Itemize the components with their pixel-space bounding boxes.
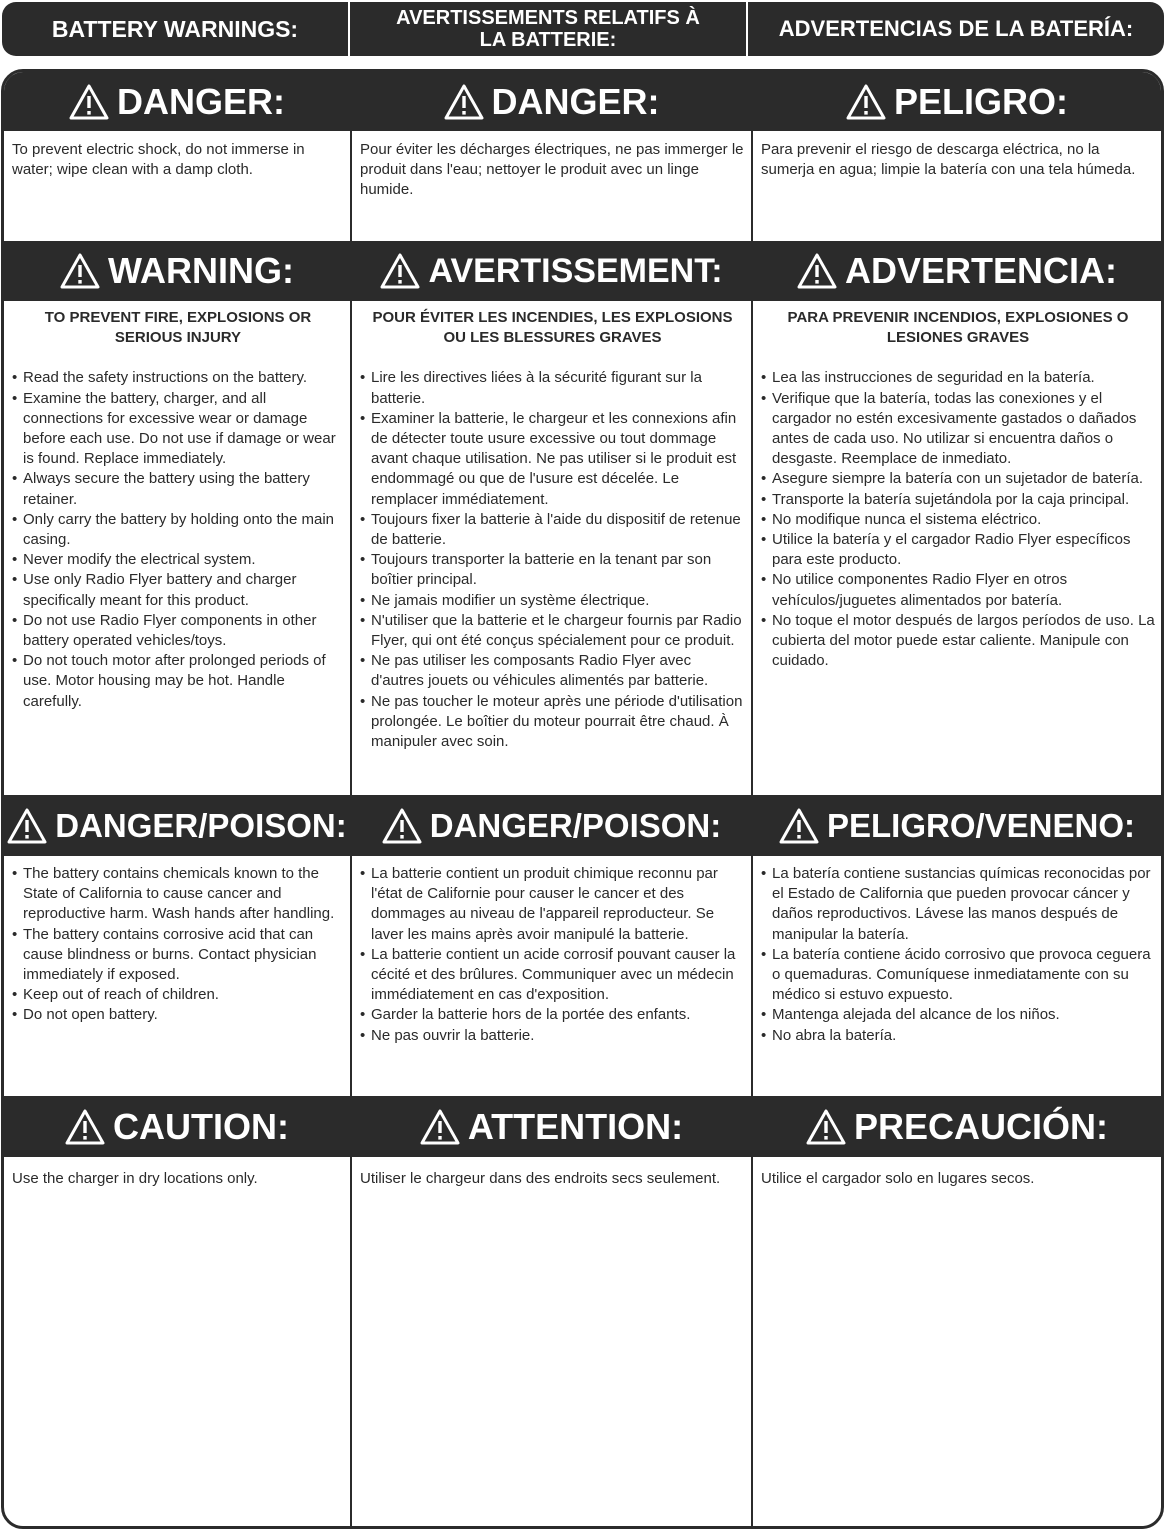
list-item: • Toujours transporter la batterie en la tenant par son boîtier principal. [360,550,745,590]
warning-triangle-icon [380,253,420,289]
warning-triangle-icon [60,253,100,289]
list-item: • Toujours fixer la batterie à l'aide du dispositif de retenue de batterie. [360,510,745,550]
spanish-column [751,72,1161,1526]
warning-subheading: TO PREVENT FIRE, EXPLOSIONS OR SERIOUS INJURY [44,309,312,347]
header-english: BATTERY WARNINGS: [51,15,299,42]
list-item: • No abra la batería. [761,1026,1155,1046]
caution-text: Use the charger in dry locations only. [12,1170,258,1187]
list-item: • The battery contains corrosive acid that can cause blindness or burns. Contact physician immediately if exposed. [12,925,344,986]
list-item: • Do not touch motor after prolonged periods of use. Motor housing may be hot. Handle carefully. [12,651,344,712]
warning-triangle-icon [7,808,47,844]
danger-heading: DANGER: [4,72,350,131]
list-item: • La batería contiene sustancias químicas reconocidas por el Estado de California que pueden provocar cáncer y daños reproductivos. Lávese las manos después de manipular la batería. [761,864,1155,945]
warning-heading: AVERTISSEMENT: [352,241,751,301]
poison-section [352,864,751,1046]
warning-triangle-icon [846,84,886,120]
poison-heading: DANGER/POISON: [4,795,350,856]
danger-heading: PELIGRO: [753,72,1161,131]
caution-text: Utiliser le chargeur dans des endroits secs seulement. [360,1170,721,1187]
list-item: • No toque el motor después de largos períodos de uso. La cubierta del motor puede estar caliente. Manipule con cuidado. [761,611,1155,672]
warnings-table [1,69,1164,1529]
list-item: • Ne pas ouvrir la batterie. [360,1026,745,1046]
danger-text: To prevent electric shock, do not immerse in water; wipe clean with a damp cloth. [12,141,305,179]
warning-triangle-icon [382,808,422,844]
list-item: • Ne pas utiliser les composants Radio Flyer avec d'autres jouets ou véhicules alimentés par batterie. [360,651,745,691]
list-item: • Ne jamais modifier un système électrique. [360,591,745,611]
list-item: • Lea las instrucciones de seguridad en la batería. [761,368,1155,388]
caution-heading: CAUTION: [4,1096,350,1157]
french-column [350,72,751,1526]
list-item: • Lire les directives liées à la sécurité figurant sur la batterie. [360,368,745,408]
english-column [4,72,350,1526]
warning-list [761,368,1155,671]
header-french: AVERTISSEMENTS RELATIFS À LA BATTERIE: [348,2,748,56]
list-item: • Ne pas toucher le moteur après une période d'utilisation prolongée. Le boîtier du moteur pourrait être chaud. À manipuler avec soin. [360,692,745,753]
warning-section [4,308,350,712]
warning-subheading: PARA PREVENIR INCENDIOS, EXPLOSIONES O LESIONES GRAVES [787,309,1129,347]
battery-warnings-header [2,2,1164,56]
list-item: • No modifique nunca el sistema eléctrico. [761,510,1155,530]
poison-list [12,864,344,1026]
list-item: • Examine the battery, charger, and all connections for excessive wear or damage before each use. Do not use if damage or wear is found. Replace immediately. [12,389,344,470]
list-item: • Verifique que la batería, todas las conexiones y el cargador no estén excesivamente gastados o dañados antes de cada uso. No utilizar si encuentra daños o desgaste. Reemplace de inmediato. [761,389,1155,470]
list-item: • Only carry the battery by holding onto the main casing. [12,510,344,550]
list-item: • Do not use Radio Flyer components in other battery operated vehicles/toys. [12,611,344,651]
list-item: • Never modify the electrical system. [12,550,344,570]
poison-heading: DANGER/POISON: [352,795,751,856]
poison-list [761,864,1155,1046]
danger-text: Pour éviter les décharges électriques, ne pas immerger le produit dans l'eau; nettoyer le produit avec un linge humide. [360,141,744,199]
warning-section [352,308,751,752]
warning-triangle-icon [806,1109,846,1145]
list-item: • La batterie contient un produit chimique reconnu par l'état de Californie pour causer le cancer et des dommages au niveau de l'appareil reproducteur. Se laver les mains après avoir manipulé la batterie. [360,864,745,945]
list-item: • Garder la batterie hors de la portée des enfants. [360,1005,745,1025]
list-item: • Asegure siempre la batería con un sujetador de batería. [761,469,1155,489]
caution-heading: PRECAUCIÓN: [753,1096,1161,1157]
warning-list [360,368,745,752]
danger-heading: DANGER: [352,72,751,131]
list-item: • La batería contiene ácido corrosivo que provoca ceguera o quemaduras. Comuníquese inmediatamente con su médico si estuvo expuesto. [761,945,1155,1006]
list-item: • Always secure the battery using the battery retainer. [12,469,344,509]
warning-triangle-icon [65,1109,105,1145]
poison-section [4,864,350,1026]
warning-subheading: POUR ÉVITER LES INCENDIES, LES EXPLOSIONS OU LES BLESSURES GRAVES [372,309,733,347]
list-item: • Use only Radio Flyer battery and charger specifically meant for this product. [12,570,344,610]
list-item: • The battery contains chemicals known to the State of California to cause cancer and reproductive harm. Wash hands after handling. [12,864,344,925]
danger-text: Para prevenir el riesgo de descarga eléctrica, no la sumerja en agua; limpie la batería con una tela húmeda. [761,141,1136,179]
warning-heading: ADVERTENCIA: [753,241,1161,301]
caution-heading: ATTENTION: [352,1096,751,1157]
warning-section [753,308,1161,671]
warning-heading: WARNING: [4,241,350,301]
list-item: • Do not open battery. [12,1005,344,1025]
warning-triangle-icon [420,1109,460,1145]
list-item: • Examiner la batterie, le chargeur et les connexions afin de détecter toute usure excessive ou tout dommage avant chaque utilisation. Ne pas utiliser si le produit est endommagé ou que de l'usure est décelée. Le remplacer immédiatement. [360,409,745,510]
list-item: • Transporte la batería sujetándola por la caja principal. [761,490,1155,510]
poison-list [360,864,745,1046]
list-item: • No utilice componentes Radio Flyer en otros vehículos/juguetes alimentados por batería. [761,570,1155,610]
warning-triangle-icon [69,84,109,120]
list-item: • Utilice la batería y el cargador Radio Flyer específicos para este producto. [761,530,1155,570]
warning-triangle-icon [444,84,484,120]
poison-section [753,864,1161,1046]
poison-heading: PELIGRO/VENENO: [753,795,1161,856]
warning-triangle-icon [779,808,819,844]
list-item: • La batterie contient un acide corrosif pouvant causer la cécité et des brûlures. Communiquer avec un médecin immédiatement en cas d'exposition. [360,945,745,1006]
list-item: • N'utiliser que la batterie et le chargeur fournis par Radio Flyer, qui ont été conçus spécialement pour ce produit. [360,611,745,651]
list-item: • Keep out of reach of children. [12,985,344,1005]
list-item: • Mantenga alejada del alcance de los niños. [761,1005,1155,1025]
warning-list [12,368,344,711]
caution-text: Utilice el cargador solo en lugares secos. [761,1170,1035,1187]
warning-triangle-icon [797,253,837,289]
header-spanish: ADVERTENCIAS DE LA BATERÍA: [778,16,1134,41]
list-item: • Read the safety instructions on the battery. [12,368,344,388]
